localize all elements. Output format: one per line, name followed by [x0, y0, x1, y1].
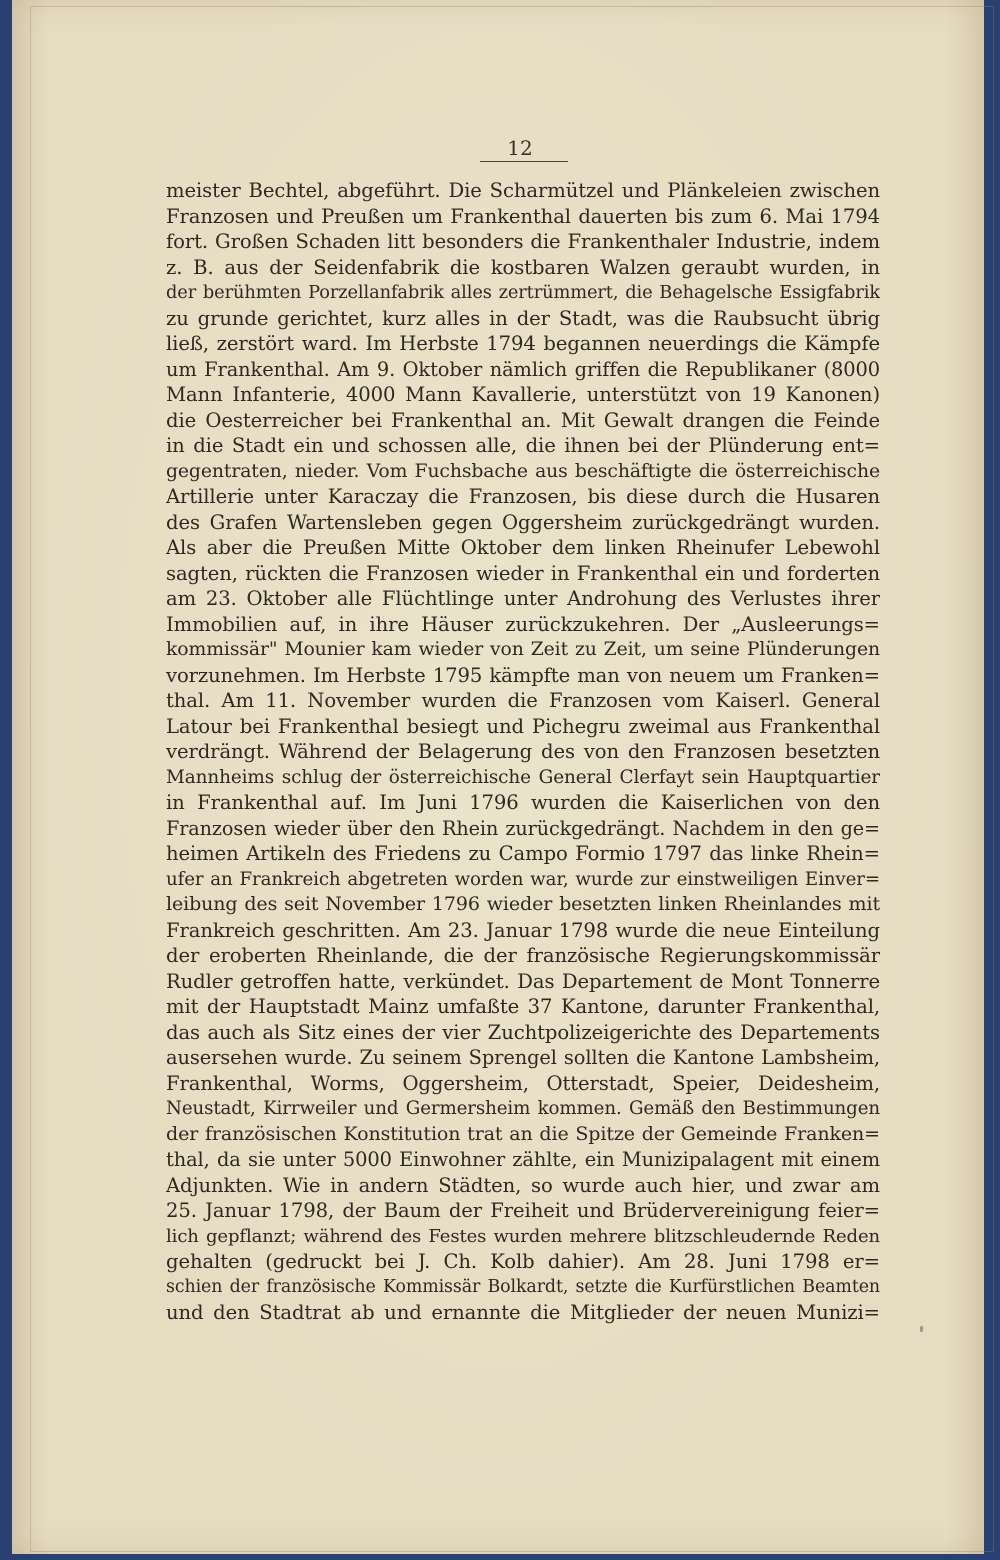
paper-speck [920, 1326, 923, 1332]
text-line: ausersehen wurde. Zu seinem Sprengel sollten die Kantone Lambsheim, [166, 1046, 880, 1069]
text-line: Mann Infanterie, 4000 Mann Kavallerie, unterstützt von 19 Kanonen) [166, 383, 880, 406]
text-line: das auch als Sitz eines der vier Zuchtpolizeigerichte des Departements [166, 1020, 880, 1044]
text-line: Immobilien auf, in ihre Häuser zurückzukehren. Der „Ausleerungs= [166, 612, 880, 636]
text-line: z. B. aus der Seidenfabrik die kostbaren Walzen geraubt wurden, in [166, 255, 880, 279]
text-line: in Frankenthal auf. Im Juni 1796 wurden die Kaiserlichen von den [166, 791, 880, 814]
text-line: ufer an Frankreich abgetreten worden war, wurde zur einstweiligen Einver= [166, 868, 880, 890]
text-line: Frankreich geschritten. Am 23. Januar 1798 wurde die neue Einteilung [166, 918, 880, 942]
text-line: mit der Hauptstadt Mainz umfaßte 37 Kantone, darunter Frankenthal, [166, 995, 880, 1018]
body-text [166, 178, 880, 1326]
text-line: sagten, rückten die Franzosen wieder in Frankenthal ein und forderten [166, 561, 880, 585]
text-line: leibung des seit November 1796 wieder besetzten linken Rheinlandes mit [166, 893, 880, 915]
text-line: thal, da sie unter 5000 Einwohner zählte, ein Munizipalagent mit einem [166, 1148, 880, 1171]
text-line: am 23. Oktober alle Flüchtlinge unter Androhung des Verlustes ihrer [166, 587, 880, 610]
text-line: meister Bechtel, abgeführt. Die Scharmützel und Plänkeleien zwischen [166, 179, 880, 202]
text-line: der berühmten Porzellanfabrik alles zertrümmert, die Behagelsche Essigfabrik [166, 282, 880, 303]
text-line: lich gepflanzt; während des Festes wurden mehrere blitzschleudernde Reden [166, 1225, 880, 1247]
text-line: Artillerie unter Karaczay die Franzosen, bis diese durch die Husaren [166, 485, 880, 508]
text-line: um Frankenthal. Am 9. Oktober nämlich griffen die Republikaner (8000 [166, 357, 880, 381]
text-line: Rudler getroffen hatte, verkündet. Das Departement de Mont Tonnerre [166, 969, 880, 993]
text-line: Als aber die Preußen Mitte Oktober dem linken Rheinufer Lebewohl [166, 536, 880, 559]
text-line: in die Stadt ein und schossen alle, die ihnen bei der Plünderung ent= [166, 434, 880, 457]
text-line: der eroberten Rheinlande, die der französische Regierungskommissär [166, 944, 880, 967]
text-line: des Grafen Wartensleben gegen Oggersheim zurückgedrängt wurden. [166, 510, 880, 534]
text-line: vorzunehmen. Im Herbste 1795 kämpfte man von neuem um Franken= [166, 663, 880, 687]
text-line: thal. Am 11. November wurden die Franzosen vom Kaiserl. General [166, 689, 880, 712]
text-line: fort. Großen Schaden litt besonders die Frankenthaler Industrie, indem [166, 230, 880, 253]
text-line: Neustadt, Kirrweiler und Germersheim kommen. Gemäß den Bestimmungen [166, 1098, 880, 1119]
text-line: Franzosen und Preußen um Frankenthal dauerten bis zum 6. Mai 1794 [166, 204, 880, 228]
text-line: und den Stadtrat ab und ernannte die Mitglieder der neuen Munizi= [166, 1301, 880, 1324]
text-line: Adjunkten. Wie in andern Städten, so wurde auch hier, und zwar am [166, 1173, 880, 1197]
text-line: ließ, zerstört ward. Im Herbste 1794 begannen neuerdings die Kämpfe [166, 332, 880, 355]
text-line: Latour bei Frankenthal besiegt und Pichegru zweimal aus Frankenthal [166, 714, 880, 738]
text-line: gehalten (gedruckt bei J. Ch. Kolb dahier). Am 28. Juni 1798 er= [166, 1250, 880, 1273]
text-line: 25. Januar 1798, der Baum der Freiheit und Brüdervereinigung feier= [166, 1199, 880, 1222]
text-line: verdrängt. Während der Belagerung des von den Franzosen besetzten [166, 740, 880, 763]
text-line: Mannheims schlug der österreichische General Clerfayt sein Hauptquartier [166, 766, 880, 788]
text-line: gegentraten, nieder. Vom Fuchsbache aus beschäftigte die österreichische [166, 460, 880, 482]
text-line: Franzosen wieder über den Rhein zurückgedrängt. Nachdem in den ge= [166, 816, 880, 840]
text-line: zu grunde gerichtet, kurz alles in der Stadt, was die Raubsucht übrig [166, 306, 880, 330]
text-line: der französischen Konstitution trat an die Spitze der Gemeinde Franken= [166, 1122, 880, 1145]
text-line: schien der französische Kommissär Bolkardt, setzte die Kurfürstlichen Beamten [166, 1276, 880, 1297]
text-line: Frankenthal, Worms, Oggersheim, Otterstadt, Speier, Deidesheim, [166, 1071, 880, 1095]
text-line: die Oesterreicher bei Frankenthal an. Mit Gewalt drangen die Feinde [166, 408, 880, 432]
text-line: kommissär" Mounier kam wieder von Zeit zu Zeit, um seine Plünderungen [166, 639, 880, 660]
page-number: 12 [507, 136, 533, 160]
text-line: heimen Artikeln des Friedens zu Campo Formio 1797 das linke Rhein= [166, 842, 880, 865]
page-number-rule [480, 161, 568, 162]
